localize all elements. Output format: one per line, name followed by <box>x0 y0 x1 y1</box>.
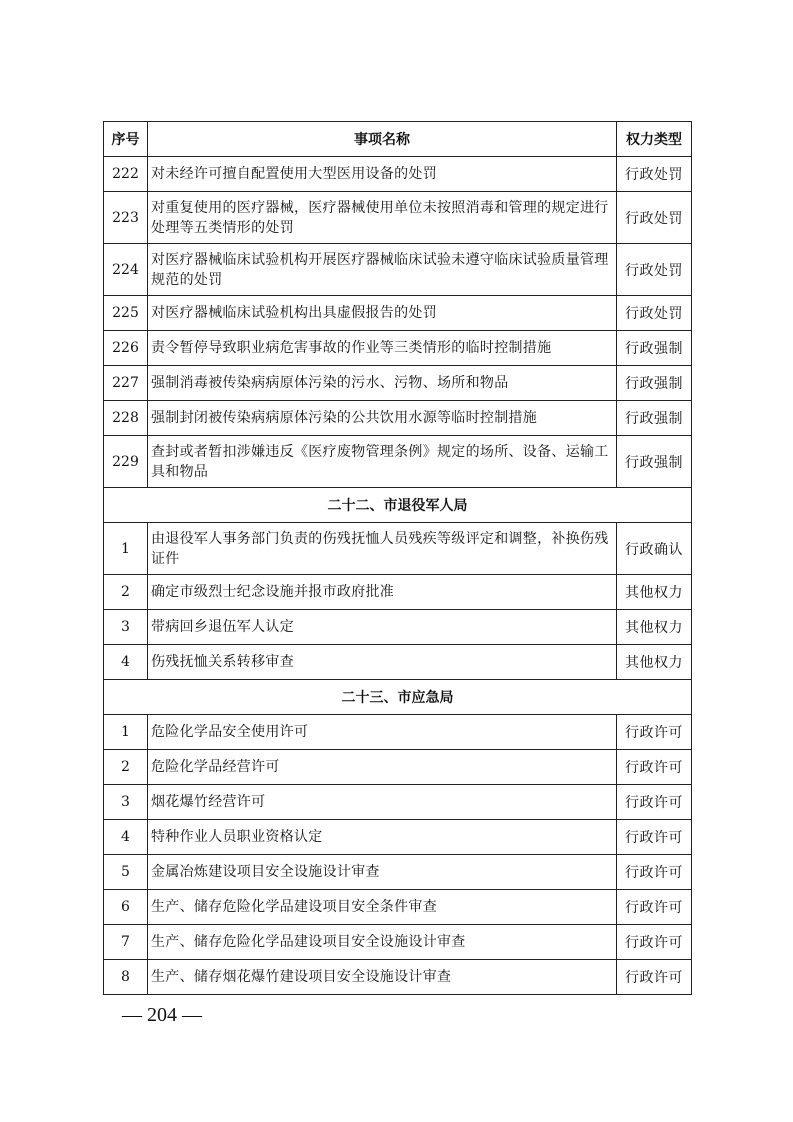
row-item-name: 对重复使用的医疗器械，医疗器械使用单位未按照消毒和管理的规定进行处理等五类情形的处罚 <box>148 192 617 244</box>
table-row <box>104 785 692 820</box>
row-power-type: 行政许可 <box>617 855 692 890</box>
row-number: 5 <box>104 855 148 890</box>
section-header-row <box>104 488 692 523</box>
row-item-name: 特种作业人员职业资格认定 <box>148 820 617 855</box>
table-row <box>104 192 692 244</box>
row-number: 229 <box>104 436 148 488</box>
row-number: 222 <box>104 157 148 192</box>
row-power-type: 行政许可 <box>617 890 692 925</box>
row-power-type: 行政强制 <box>617 366 692 401</box>
row-number: 223 <box>104 192 148 244</box>
row-item-name: 对医疗器械临床试验机构开展医疗器械临床试验未遵守临床试验质量管理规范的处罚 <box>148 244 617 296</box>
row-power-type: 其他权力 <box>617 645 692 680</box>
row-power-type: 行政许可 <box>617 960 692 995</box>
row-power-type: 其他权力 <box>617 575 692 610</box>
row-power-type: 行政确认 <box>617 523 692 575</box>
row-item-name: 确定市级烈士纪念设施并报市政府批准 <box>148 575 617 610</box>
row-number: 1 <box>104 715 148 750</box>
table-row <box>104 244 692 296</box>
row-item-name: 生产、储存危险化学品建设项目安全条件审查 <box>148 890 617 925</box>
row-power-type: 其他权力 <box>617 610 692 645</box>
row-power-type: 行政强制 <box>617 331 692 366</box>
table-row <box>104 331 692 366</box>
table-row <box>104 157 692 192</box>
row-power-type: 行政许可 <box>617 750 692 785</box>
row-number: 2 <box>104 750 148 785</box>
row-item-name: 危险化学品经营许可 <box>148 750 617 785</box>
row-item-name: 金属冶炼建设项目安全设施设计审查 <box>148 855 617 890</box>
row-item-name: 查封或者暂扣涉嫌违反《医疗废物管理条例》规定的场所、设备、运输工具和物品 <box>148 436 617 488</box>
header-number: 序号 <box>104 122 148 157</box>
row-item-name: 生产、储存危险化学品建设项目安全设施设计审查 <box>148 925 617 960</box>
table-row <box>104 820 692 855</box>
row-number: 8 <box>104 960 148 995</box>
table-row <box>104 296 692 331</box>
row-power-type: 行政许可 <box>617 715 692 750</box>
table-row <box>104 925 692 960</box>
row-item-name: 烟花爆竹经营许可 <box>148 785 617 820</box>
row-item-name: 伤残抚恤关系转移审查 <box>148 645 617 680</box>
row-number: 224 <box>104 244 148 296</box>
row-power-type: 行政许可 <box>617 785 692 820</box>
row-number: 227 <box>104 366 148 401</box>
row-number: 7 <box>104 925 148 960</box>
header-item-name: 事项名称 <box>148 122 617 157</box>
row-number: 3 <box>104 610 148 645</box>
row-number: 6 <box>104 890 148 925</box>
row-item-name: 对未经许可擅自配置使用大型医用设备的处罚 <box>148 157 617 192</box>
row-item-name: 带病回乡退伍军人认定 <box>148 610 617 645</box>
row-number: 3 <box>104 785 148 820</box>
table-row <box>104 960 692 995</box>
table-row <box>104 523 692 575</box>
row-number: 4 <box>104 645 148 680</box>
row-number: 4 <box>104 820 148 855</box>
row-power-type: 行政强制 <box>617 401 692 436</box>
table-header-row <box>104 122 692 157</box>
row-item-name: 对医疗器械临床试验机构出具虚假报告的处罚 <box>148 296 617 331</box>
row-number: 228 <box>104 401 148 436</box>
row-power-type: 行政处罚 <box>617 192 692 244</box>
row-power-type: 行政许可 <box>617 925 692 960</box>
table-row <box>104 575 692 610</box>
row-power-type: 行政处罚 <box>617 244 692 296</box>
table-row <box>104 645 692 680</box>
row-power-type: 行政处罚 <box>617 157 692 192</box>
row-power-type: 行政许可 <box>617 820 692 855</box>
row-power-type: 行政强制 <box>617 436 692 488</box>
table-row <box>104 855 692 890</box>
row-item-name: 强制封闭被传染病病原体污染的公共饮用水源等临时控制措施 <box>148 401 617 436</box>
row-number: 1 <box>104 523 148 575</box>
table-row <box>104 610 692 645</box>
table-row <box>104 436 692 488</box>
header-power-type: 权力类型 <box>617 122 692 157</box>
table-row <box>104 715 692 750</box>
page-number: — 204 — <box>122 1004 202 1026</box>
row-number: 2 <box>104 575 148 610</box>
section-title: 二十二、市退役军人局 <box>104 488 692 523</box>
row-item-name: 生产、储存烟花爆竹建设项目安全设施设计审查 <box>148 960 617 995</box>
section-title: 二十三、市应急局 <box>104 680 692 715</box>
row-item-name: 由退役军人事务部门负责的伤残抚恤人员残疾等级评定和调整，补换伤残证件 <box>148 523 617 575</box>
table-row <box>104 366 692 401</box>
table-row <box>104 750 692 785</box>
row-number: 225 <box>104 296 148 331</box>
row-power-type: 行政处罚 <box>617 296 692 331</box>
table-row <box>104 401 692 436</box>
table-row <box>104 890 692 925</box>
row-item-name: 危险化学品安全使用许可 <box>148 715 617 750</box>
row-number: 226 <box>104 331 148 366</box>
row-item-name: 强制消毒被传染病病原体污染的污水、污物、场所和物品 <box>148 366 617 401</box>
section-header-row <box>104 680 692 715</box>
power-list-table <box>103 121 692 995</box>
row-item-name: 责令暂停导致职业病危害事故的作业等三类情形的临时控制措施 <box>148 331 617 366</box>
